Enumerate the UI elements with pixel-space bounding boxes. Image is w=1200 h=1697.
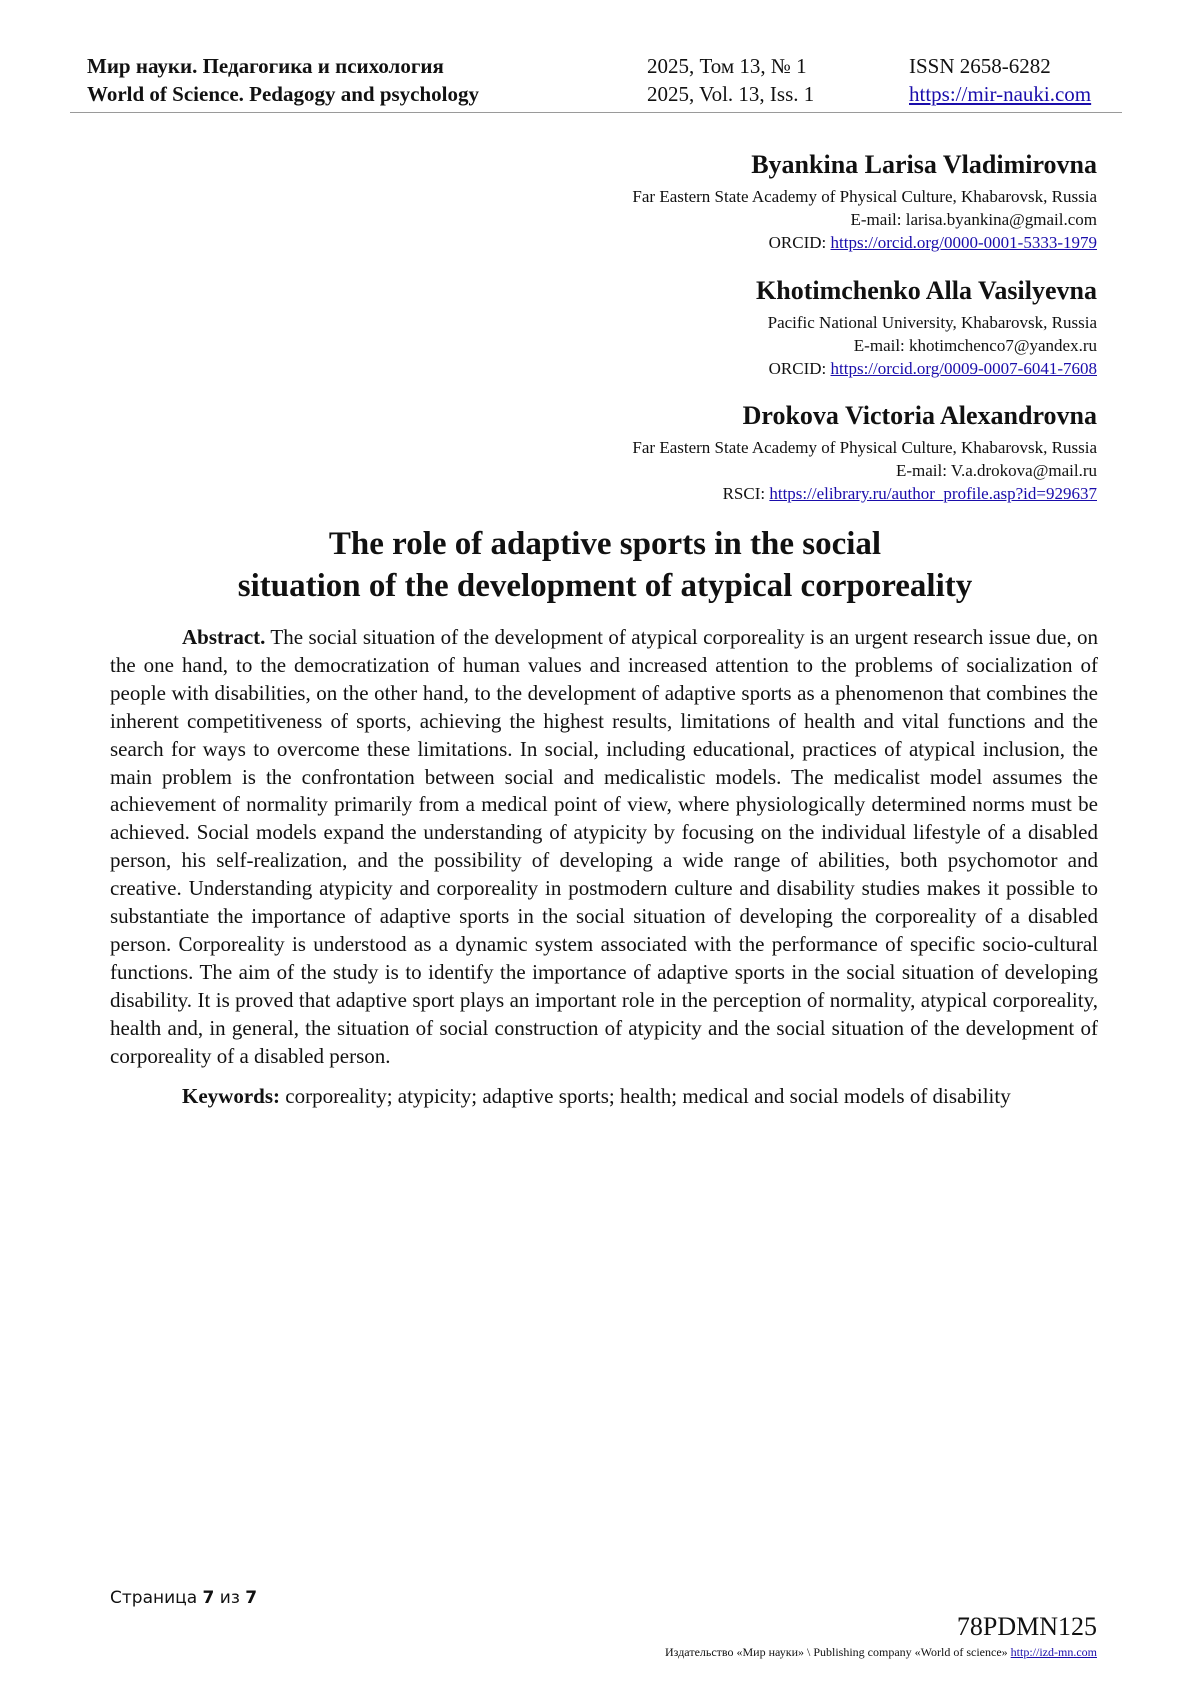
page-total: 7 [245,1588,258,1608]
abstract-label: Abstract. [182,625,266,649]
author-id-link[interactable]: https://orcid.org/0009-0007-6041-7608 [830,359,1097,378]
journal-header [87,52,1120,108]
author-name: Byankina Larisa Vladimirovna [751,150,1097,179]
title-line-2: situation of the development of atypical corporeality [237,568,973,604]
author-affiliation: Pacific National University, Khabarovsk, Russia [767,313,1097,332]
keywords-text: corporeality; atypicity; adaptive sports; health; medical and social models of disability [280,1083,1011,1108]
journal-name-en: World of Science. Pedagogy and psychology [87,82,480,106]
publisher-text: Издательство «Мир науки» \ Publishing company «World of science» [665,1645,1011,1659]
author-name: Drokova Victoria Alexandrovna [742,401,1097,430]
header-row-ru [87,52,1120,80]
author-id [632,482,1097,505]
page-prefix: Страница [110,1588,203,1608]
abstract-paragraph [110,624,1098,1071]
header-row-en [87,80,1120,108]
author-name: Khotimchenko Alla Vasilyevna [756,276,1097,305]
abstract-text: The social situation of the development of atypical corporeality is an urgent research issue due, on the one hand, to the democratization of human values and increased attention to the problems of socialization of people with disabilities, on the other hand, to the development of adaptive sports as a phenomenon that combines the inherent competitiveness of sports, achieving the highest results, limitations of health and vital functions and the search for ways to overcome these limitations. In social, including educational, practices of atypical inclusion, the main problem is the confrontation between social and medicalistic models. The medicalist model assumes the achievement of normality primarily from a medical point of view, where physiologically determined norms must be achieved. Social models expand the understanding of atypicity by focusing on the individual lifestyle of a disabled person, his self-realization, and the possibility of developing a wide range of abilities, both psychomotor and creative. Understanding atypicity and corporeality in postmodern culture and disability studies makes it possible to substantiate the importance of adaptive sports in the social situation of developing the corporeality of a disabled person. Corporeality is understood as a dynamic system associated with the performance of specific socio-cultural functions. The aim of the study is to identify the importance of adaptive sports in the social situation of developing disability. It is proved that adaptive sport plays an important role in the perception of normality, atypical corporeality, health and, in general, the situation of social construction of atypicity and the social situation of the development of corporeality of a disabled person. [110,625,1098,1068]
author-block-2 [756,274,1097,380]
issn: ISSN 2658-6282 [909,54,1051,78]
author-id [756,357,1097,380]
author-email: E-mail: larisa.byankina@gmail.com [850,210,1097,229]
page-current: 7 [202,1588,215,1608]
author-id-link[interactable]: https://elibrary.ru/author_profile.asp?id=929637 [769,484,1097,503]
author-id-label: ORCID: [768,359,831,378]
article-code: 78PDMN125 [956,1612,1097,1641]
keywords-paragraph [110,1083,1098,1111]
page-mid: из [214,1588,246,1608]
abstract-section [110,624,1098,1110]
author-block-1 [632,148,1097,254]
author-affiliation: Far Eastern State Academy of Physical Culture, Khabarovsk, Russia [632,438,1097,457]
keywords-label: Keywords: [182,1083,280,1108]
author-id-link[interactable]: https://orcid.org/0000-0001-5333-1979 [830,233,1097,252]
author-id-label: ORCID: [768,233,831,252]
publisher-line [665,1645,1097,1660]
author-affiliation: Far Eastern State Academy of Physical Culture, Khabarovsk, Russia [632,187,1097,206]
publisher-link[interactable]: http://izd-mn.com [1010,1645,1097,1659]
journal-site-link[interactable]: https://mir-nauki.com [909,82,1092,106]
issue-info-en: 2025, Vol. 13, Iss. 1 [647,82,815,106]
issue-info-ru: 2025, Том 13, № 1 [647,54,807,78]
header-divider [70,112,1122,113]
title-line-1: The role of adaptive sports in the social [328,526,882,562]
author-id [632,231,1097,254]
author-block-3 [632,399,1097,505]
author-id-label: RSCI: [722,484,770,503]
page-number [110,1588,257,1608]
author-email: E-mail: khotimchenco7@yandex.ru [853,336,1097,355]
paper-title [110,523,1100,607]
journal-name-ru: Мир науки. Педагогика и психология [87,54,444,78]
author-email: E-mail: V.a.drokova@mail.ru [895,461,1097,480]
